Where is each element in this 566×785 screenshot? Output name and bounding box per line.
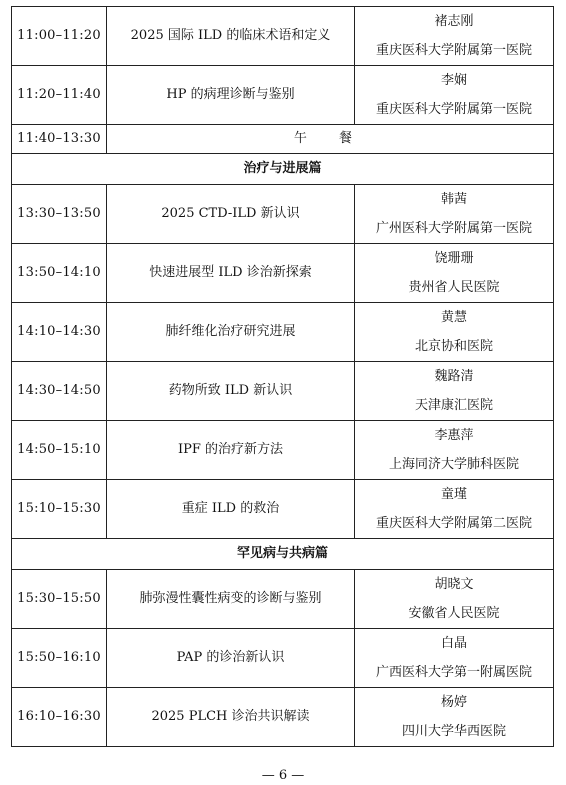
- lunch-label: 午 餐: [107, 125, 554, 154]
- speaker-cell: [355, 7, 554, 66]
- speaker-name: 胡晓文: [434, 577, 474, 592]
- table-row: [12, 66, 554, 125]
- speaker-institution: 天津康汇医院: [414, 398, 493, 413]
- section-header-row: [12, 539, 554, 570]
- speaker-name: 褚志刚: [434, 14, 474, 29]
- speaker-institution: 重庆医科大学附属第一医院: [375, 43, 532, 58]
- speaker-name: 李惠萍: [434, 428, 474, 443]
- session-time: 16:10–16:30: [12, 688, 107, 747]
- session-topic: PAP 的诊治新认识: [107, 629, 355, 688]
- speaker-name: 魏路清: [434, 369, 474, 384]
- table-row: [12, 421, 554, 480]
- section-header-row: [12, 154, 554, 185]
- session-topic: 重症 ILD 的救治: [107, 480, 355, 539]
- speaker-name: 杨婷: [440, 695, 467, 710]
- speaker-name: 童瑾: [440, 487, 467, 502]
- section-title: 罕见病与共病篇: [12, 539, 554, 570]
- session-topic: 肺纤维化治疗研究进展: [107, 303, 355, 362]
- page-number: — 6 —: [261, 768, 305, 783]
- session-topic: IPF 的治疗新方法: [107, 421, 355, 480]
- session-time: 15:50–16:10: [12, 629, 107, 688]
- speaker-institution: 重庆医科大学附属第一医院: [375, 102, 532, 117]
- session-topic: HP 的病理诊断与鉴别: [107, 66, 355, 125]
- speaker-institution: 重庆医科大学附属第二医院: [375, 516, 532, 531]
- section-title: 治疗与进展篇: [12, 154, 554, 185]
- speaker-name: 白晶: [440, 636, 467, 651]
- session-time: 15:30–15:50: [12, 570, 107, 629]
- table-row: [12, 362, 554, 421]
- speaker-cell: [355, 244, 554, 303]
- session-time: 14:50–15:10: [12, 421, 107, 480]
- session-time: 14:10–14:30: [12, 303, 107, 362]
- session-time: 14:30–14:50: [12, 362, 107, 421]
- table-row: [12, 244, 554, 303]
- speaker-institution: 四川大学华西医院: [401, 724, 506, 739]
- session-topic: 2025 PLCH 诊治共识解读: [107, 688, 355, 747]
- speaker-cell: [355, 66, 554, 125]
- session-time: 13:50–14:10: [12, 244, 107, 303]
- speaker-cell: [355, 362, 554, 421]
- speaker-name: 李娴: [440, 73, 467, 88]
- session-topic: 2025 国际 ILD 的临床术语和定义: [107, 7, 355, 66]
- session-time: 13:30–13:50: [12, 185, 107, 244]
- speaker-institution: 安徽省人民医院: [408, 606, 500, 621]
- lunch-time: 11:40–13:30: [12, 125, 107, 154]
- speaker-institution: 上海同济大学肺科医院: [388, 457, 519, 472]
- table-row: [12, 303, 554, 362]
- speaker-name: 韩茜: [440, 192, 467, 207]
- speaker-name: 饶珊珊: [434, 251, 474, 266]
- speaker-cell: [355, 570, 554, 629]
- speaker-cell: [355, 688, 554, 747]
- table-row: [12, 185, 554, 244]
- table-row: [12, 688, 554, 747]
- session-time: 11:00–11:20: [12, 7, 107, 66]
- session-topic: 肺弥漫性囊性病变的诊断与鉴别: [107, 570, 355, 629]
- speaker-institution: 北京协和医院: [414, 339, 493, 354]
- schedule-table: [11, 6, 554, 747]
- table-row: [12, 480, 554, 539]
- session-time: 15:10–15:30: [12, 480, 107, 539]
- session-topic: 2025 CTD-ILD 新认识: [107, 185, 355, 244]
- speaker-cell: [355, 629, 554, 688]
- speaker-cell: [355, 303, 554, 362]
- speaker-institution: 贵州省人民医院: [408, 280, 500, 295]
- speaker-name: 黄慧: [440, 310, 467, 325]
- speaker-institution: 广西医科大学第一附属医院: [375, 665, 532, 680]
- table-row: [12, 7, 554, 66]
- speaker-cell: [355, 185, 554, 244]
- speaker-cell: [355, 480, 554, 539]
- speaker-institution: 广州医科大学附属第一医院: [375, 221, 532, 236]
- speaker-cell: [355, 421, 554, 480]
- lunch-row: [12, 125, 554, 154]
- session-topic: 快速进展型 ILD 诊治新探索: [107, 244, 355, 303]
- session-time: 11:20–11:40: [12, 66, 107, 125]
- table-row: [12, 629, 554, 688]
- table-row: [12, 570, 554, 629]
- session-topic: 药物所致 ILD 新认识: [107, 362, 355, 421]
